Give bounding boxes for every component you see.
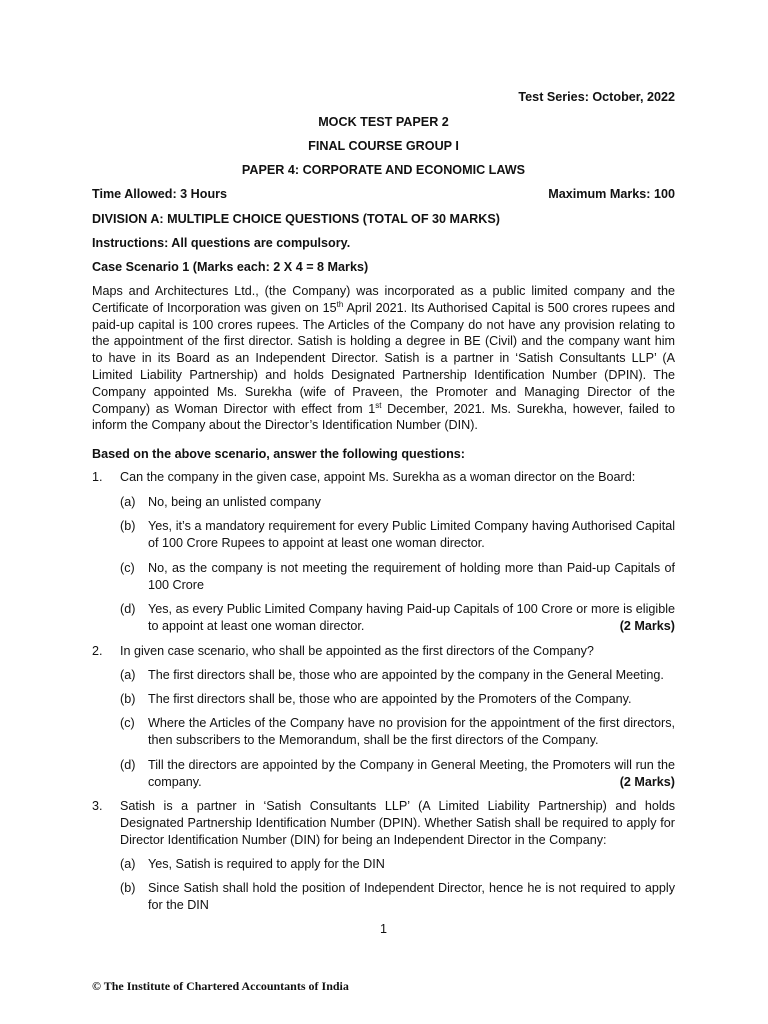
option-label: (a) [120,857,136,871]
option-text: No, as the company is not meeting the requirement of holding more than Paid-up Capitals of 100 Crore [148,561,675,592]
division-heading: DIVISION A: MULTIPLE CHOICE QUESTIONS (TOTAL OF 30 MARKS) [92,212,500,226]
option-1b [120,518,675,552]
case-scenario-text [92,283,675,434]
based-on-heading: Based on the above scenario, answer the following questions: [92,447,465,461]
option-label: (c) [120,716,135,730]
option-3a [120,856,675,873]
footer-copyright: © The Institute of Chartered Accountants of India [92,979,349,993]
option-2d [120,757,675,791]
paper-title: PAPER 4: CORPORATE AND ECONOMIC LAWS [241,163,526,177]
option-1a [120,494,675,511]
option-text: Yes, it’s a mandatory requirement for every Public Limited Company having Authorised Capital of 100 Crore Rupees to appoint at least one woman director. [148,519,675,550]
option-text [148,601,675,635]
option-text [148,757,675,791]
option-label: (d) [120,602,136,616]
option-text: The first directors shall be, those who are appointed by the company in the General Meeting. [148,668,664,682]
option-text-content: Yes, as every Public Limited Company having Paid-up Capitals of 100 Crore or more is eligible to appoint at least one woman director. [148,602,675,633]
maximum-marks: Maximum Marks: 100 [548,187,675,201]
case-text-part-3: December, 2021. Ms. Surekha, however, failed to inform the Company about the Director’s Identification Number (DIN). [92,401,675,433]
option-label: (a) [120,495,136,509]
option-text: Yes, Satish is required to apply for the DIN [148,857,385,871]
question-number: 1. [92,470,103,484]
option-2a [120,667,675,684]
option-1c [120,560,675,594]
case-text-sup-2: st [375,400,382,410]
marks-label: (2 Marks) [619,774,675,789]
option-3b [120,880,675,914]
marks-label: (2 Marks) [619,618,675,633]
option-label: (b) [120,881,136,895]
test-series: Test Series: October, 2022 [518,90,675,104]
case-text-part-2: April 2021. Its Authorised Capital is 500 crores rupees and paid-up capital is 100 crores rupees. The Articles of the Company do not have any provision relating to the appointment of the first director. Satish is holding a degree in BE (Civil) and the company want him to have in its Board as an Independent Director. Satish is a partner in ‘Satish Consultants LLP’ (A Limited Liability Partnership) and holds Designated Partnership Identification Number (DPIN). The Company appointed Ms. Surekha (wife of Praveen, the Promoter and Managing Director of the Company) as Woman Director with effect from 1 [92,300,675,416]
case-text-sup-1: th [336,299,344,309]
question-text: Can the company in the given case, appoint Ms. Surekha as a woman director on the Board: [120,470,636,484]
option-1d [120,601,675,635]
time-marks-row [92,186,675,203]
question-text: In given case scenario, who shall be appointed as the first directors of the Company? [120,644,594,658]
option-text: Since Satish shall hold the position of Independent Director, hence he is not required to apply for the DIN [148,881,675,912]
option-label: (b) [120,519,136,533]
question-text: Satish is a partner in ‘Satish Consultants LLP’ (A Limited Liability Partnership) and holds Designated Partnership Identification Number (DPIN). Whether Satish shall be required to apply for Director Identification Number (DIN) for being an Independent Director in the Company: [120,799,675,847]
option-label: (a) [120,668,136,682]
option-text: No, being an unlisted company [148,495,321,509]
case-scenario-title: Case Scenario 1 (Marks each: 2 X 4 = 8 Marks) [92,260,369,274]
question-2 [92,643,675,660]
option-text-content: Till the directors are appointed by the Company in General Meeting, the Promoters will run the company. [148,758,675,789]
option-label: (d) [120,758,136,772]
page-number: 1 [379,922,387,936]
question-3 [92,798,675,848]
course-title: FINAL COURSE GROUP I [308,139,459,153]
option-2b [120,691,675,708]
case-text-part-1: Maps and Architectures Ltd., (the Company) was incorporated as a public limited company and the Certificate of Incorporation was given on 15 [92,284,675,315]
option-text: Where the Articles of the Company have no provision for the appointment of the first directors, then subscribers to the Memorandum, shall be the first directors of the Company. [148,716,675,747]
instructions: Instructions: All questions are compulsory. [92,236,351,250]
question-number: 2. [92,644,103,658]
question-1 [92,469,675,486]
question-number: 3. [92,799,103,813]
time-allowed: Time Allowed: 3 Hours [92,187,228,201]
paper-number: MOCK TEST PAPER 2 [318,115,449,129]
option-text: The first directors shall be, those who are appointed by the Promoters of the Company. [148,692,632,706]
option-label: (c) [120,561,135,575]
option-label: (b) [120,692,136,706]
option-2c [120,715,675,749]
